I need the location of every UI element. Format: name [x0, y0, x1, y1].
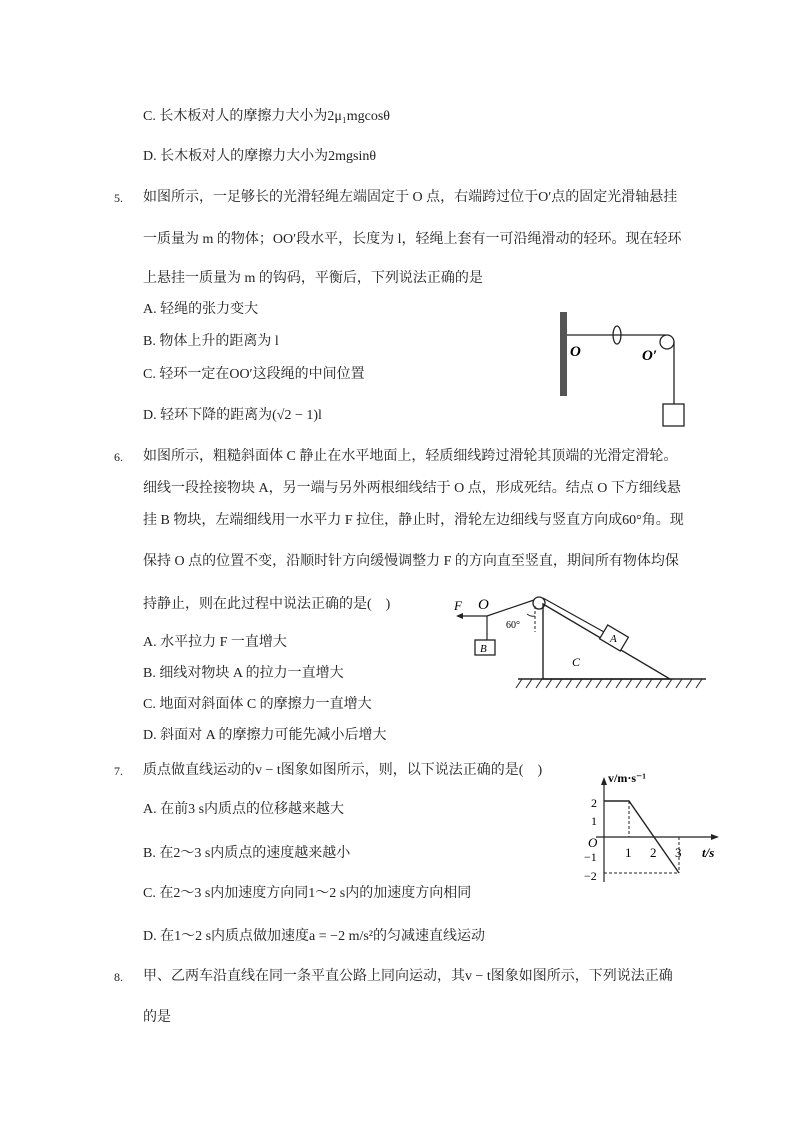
q8-stem-line: 甲、乙两车沿直线在同一条平直公路上同向运动，其v − t图象如图所示，下列说法正确 [143, 969, 673, 984]
q6-stem-line: 挂 B 物块，左端细线用一水平力 F 拉住，静止时，滑轮左边细线与竖直方向成60°角。现 [143, 513, 684, 528]
x-tick-label: 1 [625, 845, 632, 860]
q4-option-c: C. 长木板对人的摩擦力大小为2μ₁mgcosθ [143, 109, 390, 124]
q4-option-d: D. 长木板对人的摩擦力大小为2mgsinθ [143, 149, 377, 164]
q5-rope-pulley-figure [548, 308, 698, 432]
q6-option-d: D. 斜面对 A 的摩擦力可能先减小后增大 [143, 728, 387, 743]
q5-stem-line: 一质量为 m 的物体；OO′段水平，长度为 l，轻绳上套有一可沿绳滑动的轻环。现在轻环 [143, 232, 682, 247]
x-tick-label: 3 [675, 845, 682, 860]
rope-o-pulley [487, 600, 534, 616]
force-f-arrowhead [456, 613, 463, 619]
q6-incline-pulley-figure [448, 592, 716, 696]
q5-stem-line: 如图所示，一足够长的光滑轻绳左端固定于 O 点，右端跨过位于O′点的固定光滑轴悬挂 [143, 190, 678, 205]
q8-stem-line: 的是 [143, 1010, 171, 1025]
y-tick-label: 1 [591, 814, 597, 828]
q6-stem-line: 如图所示，粗糙斜面体 C 静止在水平地面上，轻质细线跨过滑轮其顶端的光滑定滑轮。 [143, 449, 678, 464]
label-o: O [478, 597, 489, 613]
x-axis-label: t/s [702, 845, 715, 860]
q5-option-b: B. 物体上升的距离为 l [143, 334, 279, 349]
x-axis-arrow [711, 834, 719, 840]
q7-option-c: C. 在2～3 s内加速度方向同1～2 s内的加速度方向相同 [143, 886, 472, 901]
q7-option-d: D. 在1～2 s内质点做加速度a = −2 m/s²的匀减速直线运动 [143, 929, 485, 944]
question-number: 5. [114, 191, 123, 205]
wall [560, 312, 567, 396]
ground-hatch [516, 679, 702, 688]
q6-stem-line: 细线一段拴接物块 A，另一端与另外两根细线结于 O 点，形成死结。结点 O 下方细线悬 [143, 481, 681, 496]
q5-option-d: D. 轻环下降的距离为(√2 − 1)l [143, 408, 322, 423]
y-axis-label: v/m·s⁻¹ [608, 771, 646, 785]
y-tick-label: 2 [591, 796, 597, 810]
origin-label: O [588, 835, 598, 850]
q6-stem-line: 保持 O 点的位置不变，沿顺时针方向缓慢调整力 F 的方向直至竖直，期间所有物体均保 [143, 554, 679, 569]
q6-option-b: B. 细线对物块 A 的拉力一直增大 [143, 666, 344, 681]
q5-stem-line: 上悬挂一质量为 m 的钩码，平衡后，下列说法正确的是 [143, 271, 483, 286]
label-f: F [454, 598, 462, 613]
pulley [660, 335, 674, 349]
q5-option-c: C. 轻环一定在OO′这段绳的中间位置 [143, 367, 365, 382]
q6-option-c: C. 地面对斜面体 C 的摩擦力一直增大 [143, 697, 372, 712]
y-axis-arrow [601, 777, 607, 785]
label-60-degree: 60° [506, 620, 520, 631]
question-number: 8. [114, 970, 123, 984]
x-tick-label: 2 [650, 845, 657, 860]
q6-stem-line: 持静止，则在此过程中说法正确的是( ) [143, 597, 391, 612]
angle-arc [527, 614, 535, 616]
label-o-prime: O′ [642, 348, 658, 364]
label-b: B [480, 643, 487, 655]
question-number: 6. [114, 450, 123, 464]
hanging-block [663, 404, 684, 426]
q5-option-a: A. 轻绳的张力变大 [143, 302, 259, 317]
label-c: C [572, 655, 581, 669]
y-tick-label: −2 [584, 869, 597, 883]
q7-option-a: A. 在前3 s内质点的位移越来越大 [143, 802, 345, 817]
label-a: A [610, 633, 617, 645]
q7-option-b: B. 在2～3 s内质点的速度越来越小 [143, 846, 351, 861]
q6-option-a: A. 水平拉力 F 一直增大 [143, 635, 287, 650]
label-o: O [570, 344, 581, 360]
y-tick-label: −1 [584, 850, 597, 864]
q7-stem-line: 质点做直线运动的v − t图象如图所示，则，以下说法正确的是( ) [143, 763, 543, 778]
question-number: 7. [114, 764, 123, 778]
rope-to-a [543, 598, 604, 632]
q7-vt-graph [574, 768, 724, 890]
